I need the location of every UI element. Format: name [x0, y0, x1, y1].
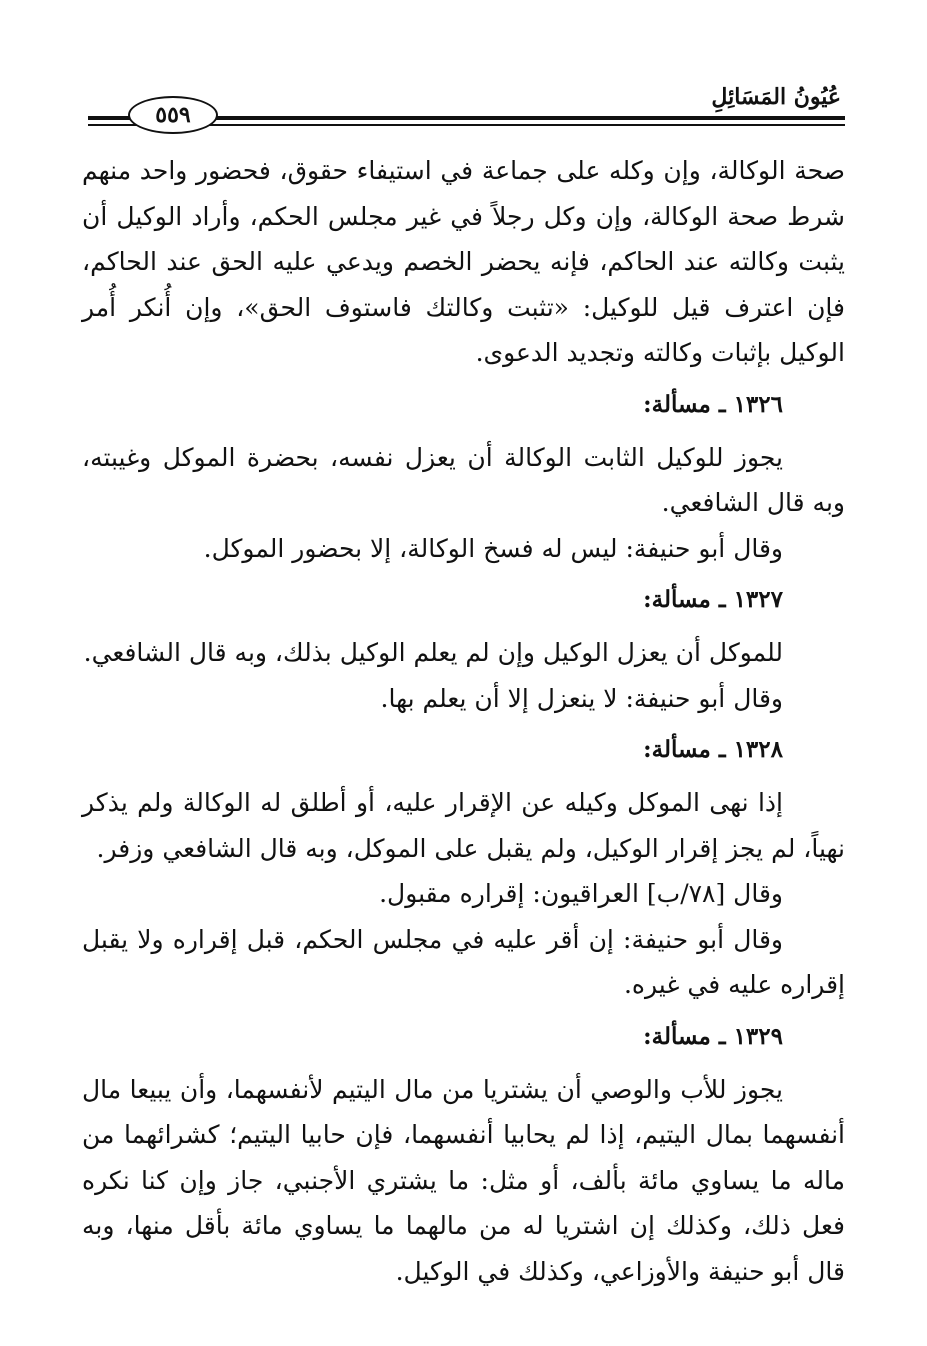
- paragraph: إذا نهى الموكل وكيله عن الإقرار عليه، أو أطلق له الوكالة ولم يذكر نهياً، لم يجز إقرار الوكيل، ولم يقبل على الموكل، وبه قال الشافعي وزفر.: [82, 788, 845, 863]
- paragraph: وقال [٧٨/ب] العراقيون: إقراره مقبول.: [379, 879, 783, 908]
- paragraph-continuation: صحة الوكالة، وإن وكله على جماعة في استيفاء حقوق، فحضور واحد منهم شرط صحة الوكالة، وإن وكل رجلاً في غير مجلس الحكم، وأراد الوكيل أن يثبت وكالته عند الحاكم، فإنه يحضر الخصم ويدعي عليه الحق عند الحاكم، فإن اعترف قيل للوكيل: «تثبت وكالتك فاستوف الحق»، وإن أُنكر أُمر الوكيل بإثبات وكالته وتجديد الدعوى.: [82, 156, 845, 367]
- issue-heading: ١٣٢٨ ـ مسألة:: [643, 736, 783, 763]
- body-text: [82, 148, 845, 1294]
- issue-heading: ١٣٢٧ ـ مسألة:: [643, 586, 783, 613]
- running-title: عُيُونُ المَسَائِلِ: [711, 84, 841, 110]
- issue-heading: ١٣٢٩ ـ مسألة:: [643, 1022, 783, 1050]
- paragraph: للموكل أن يعزل الوكيل وإن لم يعلم الوكيل بذلك، وبه قال الشافعي.: [83, 638, 783, 667]
- paragraph: وقال أبو حنيفة: إن أقر عليه في مجلس الحكم، قبل إقراره ولا يقبل إقراره عليه في غيره.: [82, 924, 845, 999]
- paragraph: يجوز للوكيل الثابت الوكالة أن يعزل نفسه، بحضرة الموكل وغيبته، وبه قال الشافعي.: [82, 442, 845, 517]
- page-number-frame: [128, 96, 218, 134]
- paragraph: يجوز للأب والوصي أن يشتريا من مال اليتيم لأنفسهما، وأن يبيعا مال أنفسهما بمال اليتيم، إذا لم يحابيا أنفسهما، فإن حابيا اليتيم؛ كشرائهما من ماله ما يساوي مائة بألف، أو مثل: ما يشتري الأجنبي، جاز وإن كنا نكره فعل ذلك، وكذلك إن اشتريا له من مالهما ما يساوي مائة بأقل منها، وبه قال أبو حنيفة والأوزاعي، وكذلك في الوكيل.: [82, 1074, 845, 1286]
- paragraph: وقال أبو حنيفة: لا ينعزل إلا أن يعلم بها.: [380, 683, 783, 713]
- paragraph: وقال أبو حنيفة: ليس له فسخ الوكالة، إلا بحضور الموكل.: [203, 533, 783, 563]
- issue-heading: ١٣٢٦ ـ مسألة:: [643, 390, 783, 418]
- page-number: ٥٥٩: [155, 102, 191, 128]
